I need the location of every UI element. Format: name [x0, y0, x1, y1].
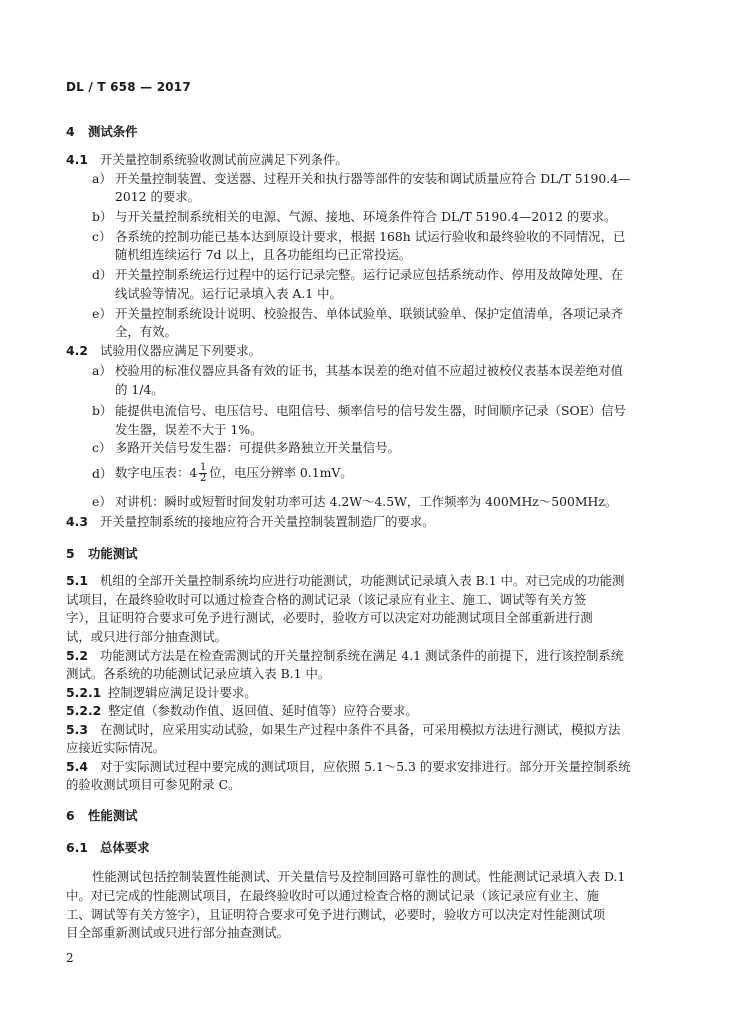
clause-text: 应接近实际情况。: [66, 740, 166, 755]
item-label: a）: [92, 363, 112, 378]
section-number: 4: [66, 124, 75, 139]
clause-5-4: [66, 759, 631, 775]
item-label: e）: [92, 306, 112, 321]
item-text: 线试验等情况。运行记录填入表 A.1 中。: [115, 286, 342, 301]
clause-text: 机组的全部开关量控制系统均应进行功能测试，功能测试记录填入表 B.1 中。对已完成的功能测: [100, 573, 625, 588]
clause-4-1: [66, 152, 348, 168]
clause-text: 测试。各系统的功能测试记录应填入表 B.1 中。: [66, 666, 331, 681]
clause-text: 整定值（参数动作值、返回值、延时值等）应符合要求。: [108, 703, 418, 718]
item-text: 多路开关信号发生器：可提供多路独立开关量信号。: [115, 440, 400, 455]
section-number: 6: [66, 808, 75, 823]
clause-number: 4.1: [66, 152, 88, 167]
clause-text: 在测试时，应采用实动试验，如果生产过程中条件不具备，可采用模拟方法进行测试，模拟方法: [100, 722, 621, 737]
item-text: 数字电压表：4: [115, 465, 198, 480]
clause-number: 5.2.1: [66, 685, 102, 700]
item-text: 的 1/4。: [115, 382, 164, 397]
section-4-heading: [66, 124, 138, 140]
clause-4-2: [66, 343, 261, 359]
clause-number: 5.2: [66, 648, 88, 663]
section-title: 功能测试: [88, 546, 138, 561]
item-label: d）: [92, 267, 113, 282]
item-text: 与开关量控制系统相关的电源、气源、接地、环境条件符合 DL/T 5190.4—2012 的要求。: [115, 209, 617, 224]
paragraph-text: 中。对已完成的性能测试项目，在最终验收时可以通过检查合格的测试记录（该记录应有业主、施: [66, 888, 599, 903]
clause-text: 开关量控制系统验收测试前应满足下列条件。: [100, 152, 348, 167]
clause-number: 4.3: [66, 514, 88, 529]
section-5-heading: [66, 546, 138, 562]
clause-text: 的验收测试项目可参见附录 C。: [66, 777, 241, 792]
section-title: 总体要求: [100, 840, 150, 855]
clause-text: 功能测试方法是在检查需测试的开关量控制系统在满足 4.1 测试条件的前提下，进行该控制系统: [100, 648, 624, 663]
item-label: e）: [92, 494, 112, 509]
section-title: 测试条件: [88, 124, 138, 139]
item-text: 发生器，误差不大于 1%。: [115, 422, 263, 437]
item-label: a）: [92, 171, 112, 186]
fraction: [199, 463, 207, 484]
item-label: b）: [92, 209, 113, 224]
clause-5-1: [66, 573, 624, 589]
paragraph-text: 目全部重新测试或只进行部分抽查测试。: [66, 925, 290, 940]
clause-number: 5.3: [66, 722, 88, 737]
clause-number: 5.4: [66, 759, 88, 774]
item-text: 校验用的标准仪器应具备有效的证书，其基本误差的绝对值不应超过被校仪表基本误差绝对值: [115, 363, 624, 378]
fraction-denominator: 2: [200, 473, 207, 484]
item-text: 开关量控制系统运行过程中的运行记录完整。运行记录应包括系统动作、停用及故障处理、在: [115, 267, 624, 282]
standard-header: DL / T 658 — 2017: [66, 80, 191, 94]
item-text: 对讲机：瞬时或短暂时间发射功率可达 4.2W～4.5W，工作频率为 400MHz～500MHz。: [115, 494, 618, 509]
clause-text: 对于实际测试过程中要完成的测试项目，应依照 5.1～5.3 的要求安排进行。部分开关量控制系统: [100, 759, 631, 774]
clause-number: 4.2: [66, 343, 88, 358]
item-text: 各系统的控制功能已基本达到原设计要求，根据 168h 试运行验收和最终验收的不同情况，已: [115, 229, 626, 244]
section-number: 6.1: [66, 840, 88, 855]
clause-4-3: [66, 514, 435, 530]
clause-text: 试，或只进行部分抽查测试。: [66, 629, 228, 644]
clause-5-3: [66, 722, 620, 738]
item-text: 开关量控制装置、变送器、过程开关和执行器等部件的安装和调试质量应符合 DL/T 5190.4—: [115, 171, 631, 186]
item-label: b）: [92, 403, 113, 418]
clause-text: 字），且证明符合要求可免予进行测试，必要时，验收方可以决定对功能测试项目全部重新进行测: [66, 610, 593, 625]
clause-text: 试验用仪器应满足下列要求。: [100, 343, 262, 358]
section-title: 性能测试: [88, 808, 138, 823]
item-label: d）: [92, 466, 113, 481]
item-text: 开关量控制系统设计说明、校验报告、单体试验单、联锁试验单、保护定值清单，各项记录齐: [115, 306, 624, 321]
paragraph-text: 性能测试包括控制装置性能测试、开关量信号及控制回路可靠性的测试。性能测试记录填入表 D.1: [92, 869, 626, 884]
clause-text: 试项目，在最终验收时可以通过检查合格的测试记录（该记录应有业主、施工、调试等有关方签: [66, 592, 587, 607]
clause-number: 5.1: [66, 573, 88, 588]
item-text-with-fraction: [115, 458, 353, 488]
clause-text: 控制逻辑应满足设计要求。: [108, 685, 257, 700]
fraction-numerator: 1: [200, 462, 207, 473]
item-text: 随机组连续运行 7d 以上，且各功能组均已正常投运。: [115, 247, 412, 262]
page-number: 2: [66, 951, 74, 965]
clause-5-2-1: [66, 685, 257, 701]
item-text: 能提供电流信号、电压信号、电阻信号、频率信号的信号发生器，时间顺序记录（SOE）信号: [115, 403, 626, 418]
clause-text: 开关量控制系统的接地应符合开关量控制装置制造厂的要求。: [100, 514, 435, 529]
clause-5-2-2: [66, 703, 418, 719]
paragraph-text: 工、调试等有关方签字），且证明符合要求可免予进行测试，必要时，验收方可以决定对性能测试项: [66, 907, 605, 922]
item-text: 2012 的要求。: [115, 189, 201, 204]
clause-5-2: [66, 648, 623, 664]
item-label: c）: [92, 440, 112, 455]
section-number: 5: [66, 546, 75, 561]
clause-number: 5.2.2: [66, 703, 102, 718]
section-6-heading: [66, 808, 138, 824]
item-label: c）: [92, 229, 112, 244]
item-text: 位，电压分辨率 0.1mV。: [209, 465, 353, 480]
section-6-1-heading: [66, 840, 150, 856]
item-text: 全，有效。: [115, 324, 177, 339]
